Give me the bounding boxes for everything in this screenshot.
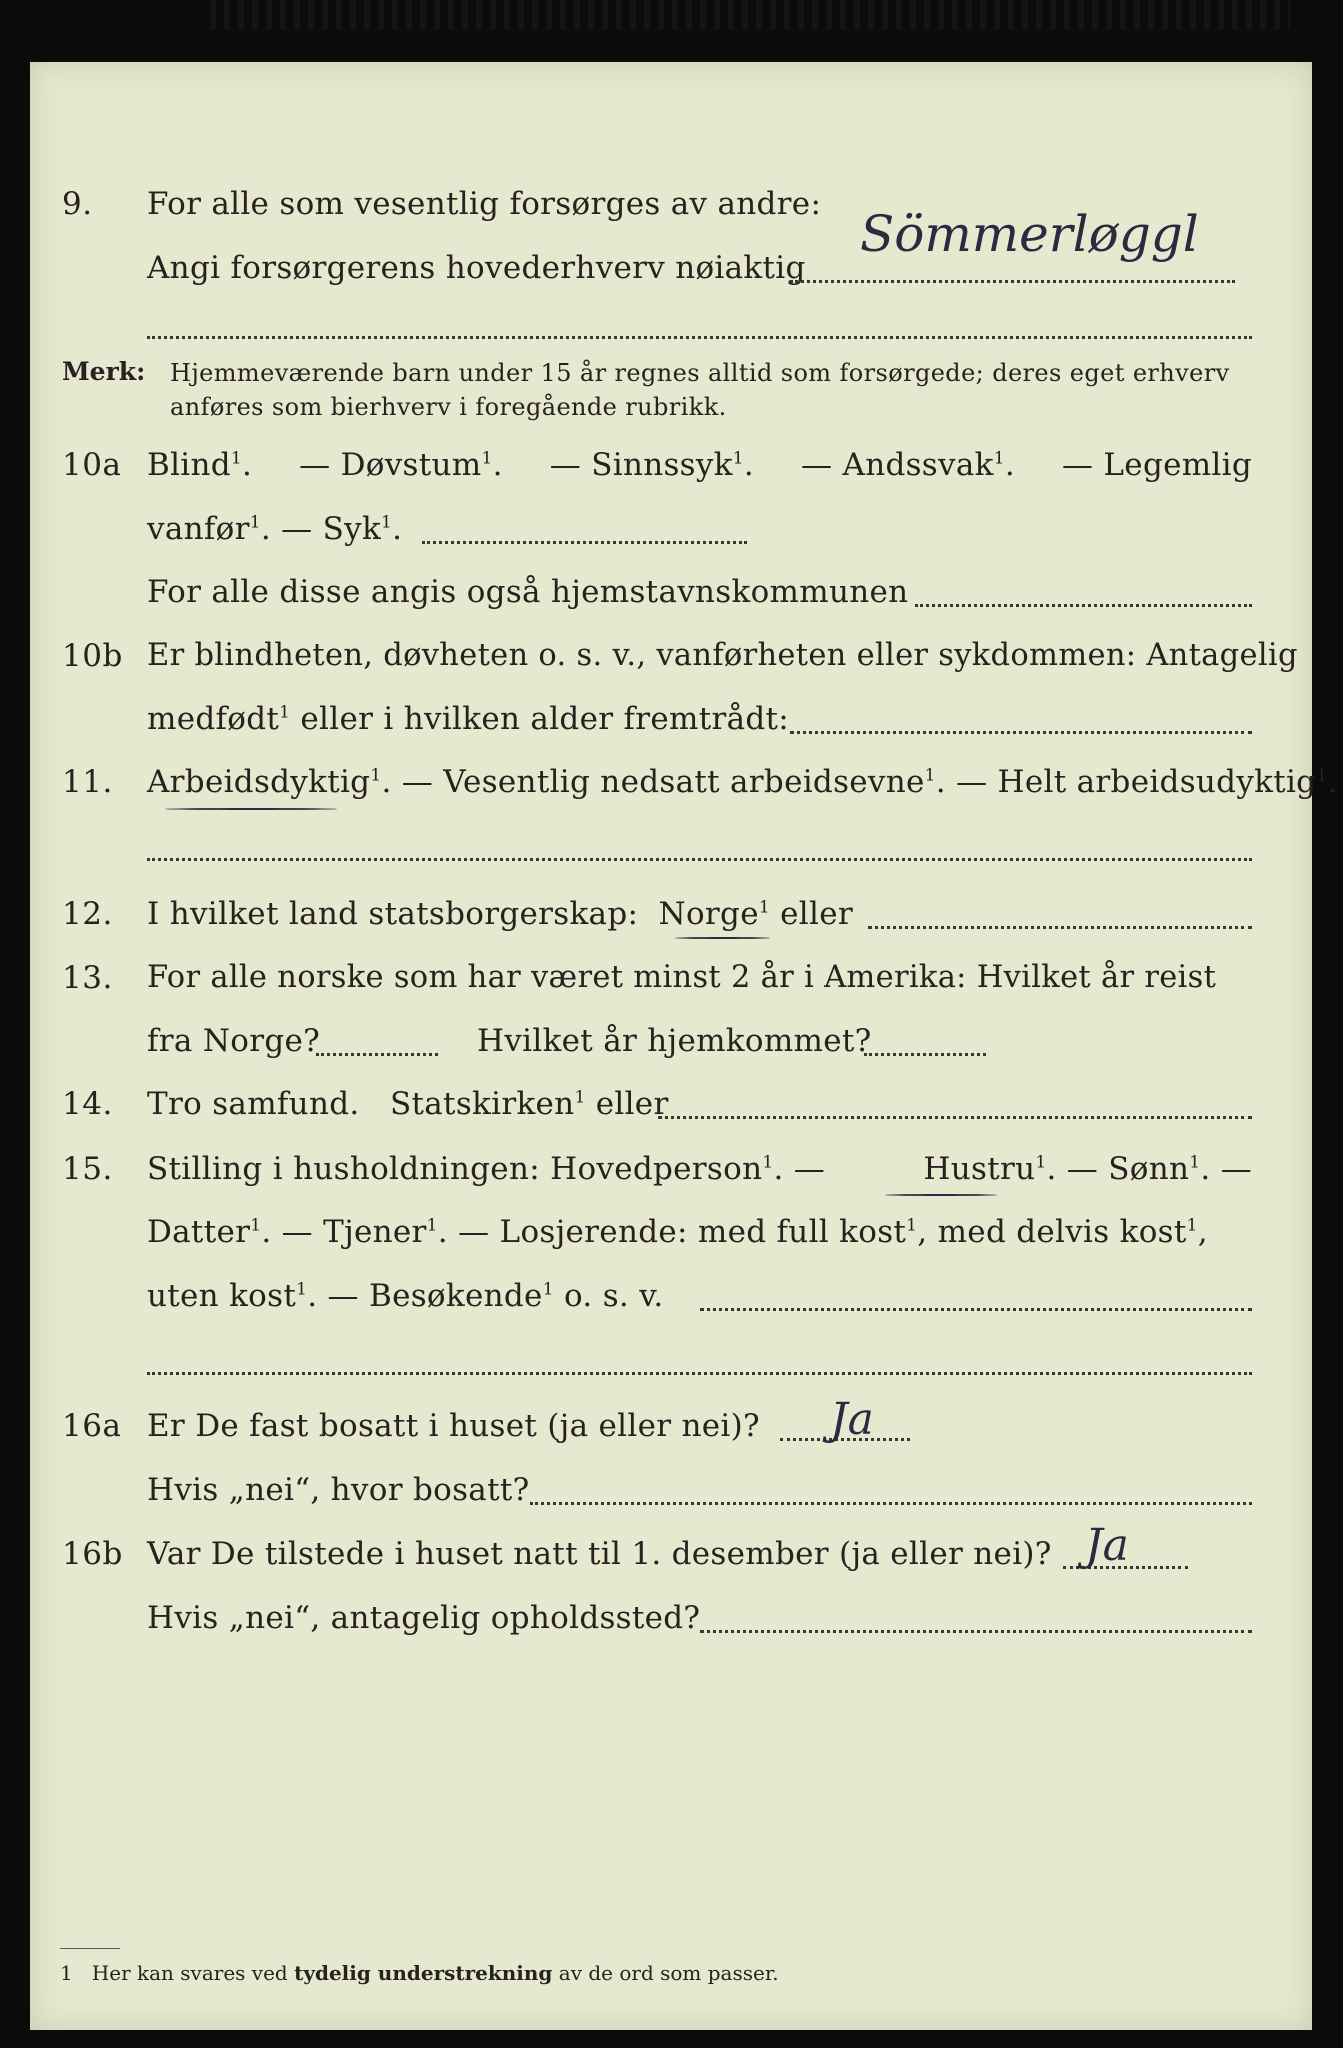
question-13-line-2 [0,1023,1343,1073]
answer-line[interactable] [868,926,1252,929]
question-16b-line-1 [0,1536,1343,1586]
answer-line[interactable] [790,731,1252,734]
question-15-line-2 [0,1214,1343,1264]
question-16a-line-1 [0,1408,1343,1458]
answer-line[interactable] [658,1116,1252,1119]
handwritten-answer-present: Ja [1085,1520,1129,1571]
question-text: Angi forsørgerens hovederhverv nøiaktig [147,250,806,286]
question-text: For alle norske som har været minst 2 år i Amerika: Hvilket år reist [147,960,1217,995]
answer-line-extra[interactable] [147,336,1252,339]
footnote-mark: 1 [60,1961,73,1985]
question-text: Arbeidsdyktig$^1$. — Vesentlig nedsatt arbeidsevne$^1$. — Helt arbeidsudyktig$^1$. [147,764,1338,800]
handwritten-underline-norge [675,937,770,939]
question-text: Datter$^1$. — Tjener$^1$. — Losjerende: med full kost$^1$, med delvis kost$^1$, [147,1214,1208,1250]
question-text: Blind$^1$. — Døvstum$^1$. — Sinnssyk$^1$. — Andssvak$^1$. — Legemlig [147,447,1252,483]
question-text: Hvis „nei“, antagelig opholdssted? [147,1600,701,1636]
answer-line-year-returned[interactable] [864,1053,986,1056]
question-10b-line-1 [0,638,1343,688]
item-number: 15. [62,1151,113,1187]
item-number: 13. [62,960,113,996]
question-text: Er De fast bosatt i huset (ja eller nei)? [147,1408,760,1444]
answer-line[interactable] [700,1630,1252,1633]
question-text: For alle disse angis også hjemstavnskommunen [147,574,909,610]
question-15-line-1 [0,1151,1343,1201]
scan-edge [210,0,1290,30]
handwritten-underline-arbeidsdyktig [165,808,337,810]
question-13-line-1 [0,960,1343,1010]
question-11 [0,764,1343,814]
item-number: 12. [62,896,113,932]
answer-line[interactable] [147,858,1252,861]
question-text: Var De tilstede i huset natt til 1. desember (ja eller nei)? [147,1536,1052,1572]
handwritten-answer-occupation: Sömmerløggl [860,205,1199,263]
question-text: For alle som vesentlig forsørges av andre: [147,186,822,222]
question-text: vanfør$^1$. — Syk$^1$. [147,511,403,547]
footnote-rule [60,1948,120,1949]
question-15-line-3 [0,1278,1343,1328]
question-text: I hvilket land statsborgerskap: Norge$^1$ eller [147,896,853,932]
question-text: Hvilket år hjemkommet? [477,1023,872,1059]
note-text: anføres som bierhverv i foregående rubrikk. [170,393,727,421]
answer-line[interactable] [915,604,1252,607]
question-text: medfødt$^1$ eller i hvilken alder fremtrådt: [147,701,790,737]
item-number: 11. [62,764,113,800]
question-text: Stilling i husholdningen: Hovedperson$^1$. — Hustru$^1$. — Sønn$^1$. — [147,1151,1252,1187]
answer-line[interactable] [530,1502,1252,1505]
note-label: Merk: [62,357,146,386]
item-number: 14. [62,1086,113,1122]
answer-line[interactable] [422,541,747,544]
answer-line-year-left[interactable] [316,1053,438,1056]
handwritten-underline-hustru [885,1194,997,1196]
note-text: Hjemmeværende barn under 15 år regnes alltid som forsørgede; deres eget erhverv [170,359,1230,387]
question-text: Tro samfund. Statskirken$^1$ eller [147,1086,669,1122]
question-10a-line-2 [0,511,1343,561]
item-number: 9. [62,186,93,222]
item-number: 10a [62,447,122,483]
answer-line[interactable] [147,1372,1252,1375]
question-16a-line-2 [0,1472,1343,1522]
item-number: 16a [62,1408,122,1444]
question-10a-line-1 [0,447,1343,497]
question-text: Er blindheten, døvheten o. s. v., vanførheten eller sykdommen: Antagelig [147,638,1298,673]
question-12 [0,896,1343,946]
question-text: uten kost$^1$. — Besøkende$^1$ o. s. v. [147,1278,664,1314]
handwritten-answer-resident: Ja [830,1394,874,1445]
question-10a-line-3 [0,574,1343,624]
footnote: 1 Her kan svares ved tydelig understrekning av de ord som passer. [60,1961,779,1985]
question-text: fra Norge? [147,1023,321,1059]
question-text: Hvis „nei“, hvor bosatt? [147,1472,530,1508]
item-number: 10b [62,638,123,674]
question-14 [0,1086,1343,1136]
answer-line[interactable] [790,280,1235,283]
question-16b-line-2 [0,1600,1343,1650]
answer-line[interactable] [700,1308,1252,1311]
item-number: 16b [62,1536,123,1572]
question-10b-line-2 [0,701,1343,751]
